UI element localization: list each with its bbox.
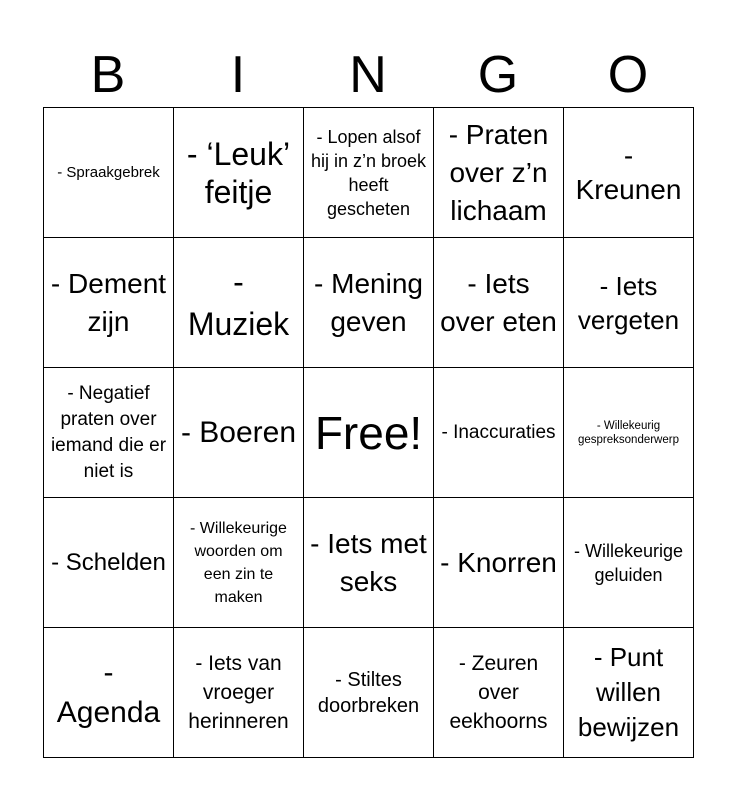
header-letter-n: N	[349, 46, 387, 104]
cell-text: - Lopen alsof hij in z’n broek heeft gescheten	[310, 126, 427, 219]
board-row-4	[44, 498, 694, 628]
header-letter-i: I	[230, 46, 246, 104]
bingo-cell-r2c2[interactable]	[174, 238, 304, 368]
header-letter-g: G	[477, 46, 519, 104]
free-space-text: Free!	[314, 406, 423, 459]
bingo-cell-r5c1[interactable]	[44, 628, 174, 758]
free-space-cell[interactable]	[304, 368, 434, 498]
header-letter-o: O	[607, 46, 649, 104]
bingo-cell-r2c5[interactable]	[564, 238, 694, 368]
cell-text: - Iets met seks	[310, 527, 427, 597]
cell-text: - Willekeurige woorden om een zin te maken	[190, 519, 287, 606]
cell-text: - Iets vergeten	[577, 270, 680, 335]
bingo-cell-r3c5[interactable]	[564, 368, 694, 498]
board-row-1	[44, 108, 694, 238]
cell-text: - Schelden	[51, 548, 166, 576]
cell-text: - ‘Leuk’ feitje	[186, 135, 291, 210]
cell-text: - Inaccuraties	[441, 421, 556, 443]
bingo-cell-r1c1[interactable]	[44, 108, 174, 238]
cell-text: - Willekeurig gespreksonderwerp	[577, 419, 679, 446]
bingo-cell-r1c3[interactable]	[304, 108, 434, 238]
bingo-cell-r1c5[interactable]	[564, 108, 694, 238]
cell-text: - Knorren	[440, 546, 557, 578]
bingo-cell-r1c4[interactable]	[434, 108, 564, 238]
cell-text: - Spraakgebrek	[57, 163, 160, 181]
bingo-cell-r5c4[interactable]	[434, 628, 564, 758]
cell-text: - Negatief praten over iemand die er niet is	[50, 382, 167, 482]
bingo-cell-r1c2[interactable]	[174, 108, 304, 238]
bingo-cell-r3c1[interactable]	[44, 368, 174, 498]
cell-text: - Praten over z’n lichaam	[448, 118, 549, 226]
cell-text: - Stiltes doorbreken	[317, 668, 420, 717]
bingo-cell-r2c1[interactable]	[44, 238, 174, 368]
cell-text: - Zeuren over eekhoorns	[449, 652, 548, 733]
bingo-header	[43, 44, 693, 106]
cell-text: - Muziek	[187, 263, 290, 342]
cell-text: - Kreunen	[575, 139, 682, 205]
cell-text: - Agenda	[56, 655, 161, 729]
board-row-5	[44, 628, 694, 758]
bingo-cell-r4c5[interactable]	[564, 498, 694, 628]
bingo-cell-r5c2[interactable]	[174, 628, 304, 758]
cell-text: - Willekeurige geluiden	[573, 540, 684, 585]
board-row-2	[44, 238, 694, 368]
bingo-board	[43, 107, 694, 758]
bingo-cell-r5c3[interactable]	[304, 628, 434, 758]
cell-text: - Mening geven	[314, 267, 423, 337]
board-row-3	[44, 368, 694, 498]
cell-text: - Iets over eten	[440, 267, 557, 337]
bingo-cell-r4c3[interactable]	[304, 498, 434, 628]
cell-text: - Punt willen bewijzen	[577, 642, 680, 742]
cell-text: - Dement zijn	[50, 267, 167, 337]
bingo-cell-r2c4[interactable]	[434, 238, 564, 368]
bingo-cell-r4c2[interactable]	[174, 498, 304, 628]
cell-text: - Boeren	[180, 415, 297, 449]
header-letter-b: B	[90, 46, 126, 104]
bingo-cell-r4c4[interactable]	[434, 498, 564, 628]
bingo-cell-r5c5[interactable]	[564, 628, 694, 758]
cell-text: - Iets van vroeger herinneren	[188, 652, 289, 733]
bingo-cell-r3c2[interactable]	[174, 368, 304, 498]
bingo-cell-r3c4[interactable]	[434, 368, 564, 498]
bingo-cell-r4c1[interactable]	[44, 498, 174, 628]
bingo-cell-r2c3[interactable]	[304, 238, 434, 368]
